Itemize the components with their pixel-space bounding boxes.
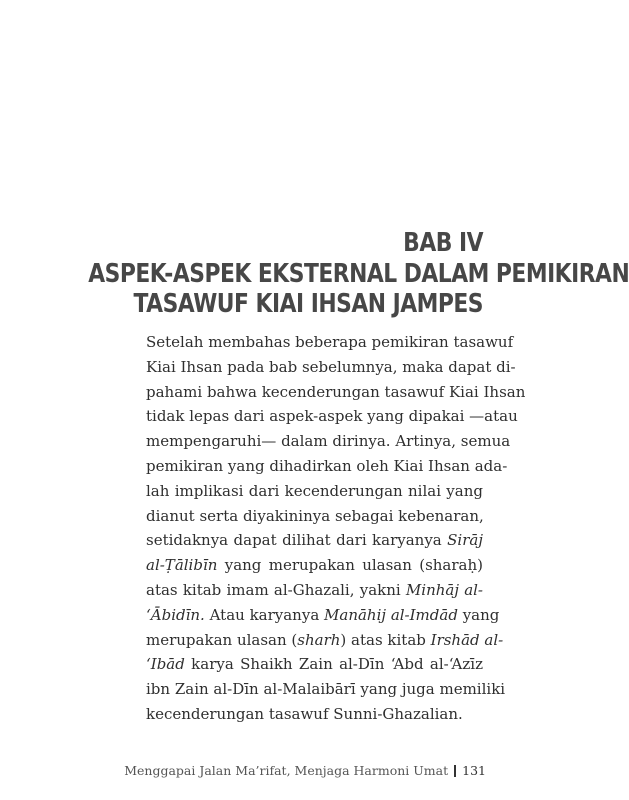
- paragraph-line: [146, 603, 500, 628]
- paragraph-line: [146, 330, 514, 355]
- page-number: 131: [462, 763, 486, 778]
- line-text: kecenderungan tasawuf Sunni-Ghazalian.: [146, 704, 463, 723]
- paragraph-line: [146, 677, 506, 702]
- chapter-title-line-2: TASAWUF KIAI IHSAN JAMPES: [133, 289, 483, 319]
- line-text: setidaknya dapat dilihat dari karyanya: [146, 531, 448, 550]
- paragraph-line: [146, 578, 483, 603]
- line-text: Setelah membahas beberapa pemikiran tasawuf: [146, 333, 514, 351]
- line-text: karya Shaikh Zain al-Dīn ‘Abd al-‘Azīz: [184, 655, 483, 674]
- line-text: mempengaruhi— dalam dirinya. Artinya, semua: [146, 432, 511, 451]
- paragraph-line: [146, 504, 483, 529]
- line-text: yang: [457, 605, 500, 624]
- line-text: Atau karyanya: [204, 605, 325, 624]
- line-text: Kiai Ihsan pada bab sebelumnya, maka dapat di-: [146, 357, 516, 376]
- line-text: yang merupakan ulasan (sharaḥ): [217, 556, 483, 575]
- line-text: ibn Zain al-Dīn al-Malaibārī yang juga memiliki: [146, 680, 506, 699]
- paragraph-line: [146, 553, 483, 578]
- paragraph-line: [146, 380, 526, 405]
- italic-title: Sirāj: [447, 531, 483, 550]
- line-text: lah implikasi dari kecenderungan nilai yang: [146, 481, 483, 500]
- paragraph-line: [146, 652, 483, 677]
- chapter-heading: [88, 228, 629, 320]
- line-text: pahami bahwa kecenderungan tasawuf Kiai Ihsan: [146, 382, 526, 401]
- chapter-title-line-1: ASPEK-ASPEK EKSTERNAL DALAM PEMIKIRAN: [88, 258, 629, 289]
- paragraph-line: [146, 404, 518, 429]
- italic-title: Minhāj al-: [405, 580, 483, 599]
- chapter-number: BAB IV: [403, 228, 483, 258]
- italic-title: Manāhij al-Imdād: [324, 605, 458, 624]
- line-text: tidak lepas dari aspek-aspek yang dipakai —atau: [146, 407, 518, 426]
- page-footer: [124, 763, 486, 778]
- line-text: dianut serta diyakininya sebagai kebenaran,: [146, 506, 484, 525]
- paragraph-line: [146, 702, 483, 727]
- line-text: ) atas kitab: [340, 630, 431, 649]
- italic-term: sharh: [297, 630, 341, 649]
- italic-title: Irshād al-: [430, 630, 504, 649]
- italic-title: ‘Ibād: [146, 655, 185, 674]
- body-paragraph: [146, 330, 526, 727]
- paragraph-line: [146, 479, 483, 504]
- italic-title: ‘Ābidīn.: [146, 605, 205, 624]
- paragraph-line: [146, 528, 483, 553]
- line-text: atas kitab imam al-Ghazali, yakni: [146, 580, 406, 599]
- running-title: Menggapai Jalan Ma’rifat, Menjaga Harmoni Umat: [124, 763, 449, 778]
- footer-divider: [454, 765, 456, 777]
- paragraph-line: [146, 429, 511, 454]
- paragraph-line: [146, 628, 504, 653]
- line-text: pemikiran yang dihadirkan oleh Kiai Ihsan ada-: [146, 456, 508, 475]
- line-text: merupakan ulasan (: [146, 630, 298, 649]
- paragraph-line: [146, 454, 508, 479]
- paragraph-line: [146, 355, 516, 380]
- italic-title: al-Ṭālibīn: [146, 556, 218, 575]
